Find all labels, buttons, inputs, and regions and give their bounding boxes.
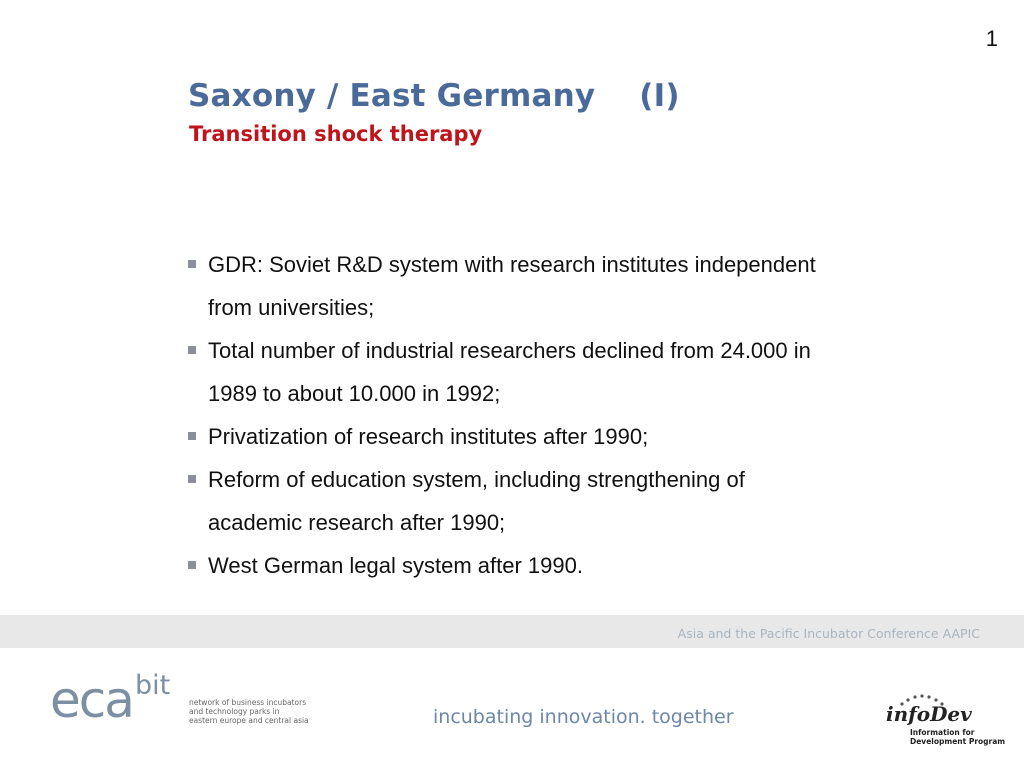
bullet-line: from universities; <box>208 295 375 320</box>
bullet-item <box>188 243 928 329</box>
bullet-item <box>188 458 928 544</box>
infodev-logo <box>884 692 1014 752</box>
footer-bar <box>0 615 1024 648</box>
slogan: incubating innovation. together <box>433 706 734 728</box>
conference-name: Asia and the Pacific Incubator Conference AAPIC <box>677 626 980 641</box>
slide-subtitle: Transition shock therapy <box>189 122 483 146</box>
bullet-line: Reform of education system, including strengthening of <box>208 467 745 492</box>
bullet-item <box>188 544 928 587</box>
ecabit-tagline-line: and technology parks in <box>189 707 280 716</box>
ecabit-logo-superscript: bit <box>135 670 171 701</box>
bullet-square-icon <box>188 475 196 483</box>
infodev-logo-name: infoDev <box>886 702 972 726</box>
bullet-square-icon <box>188 432 196 440</box>
bullet-square-icon <box>188 260 196 268</box>
ecabit-tagline-line: network of business incubators <box>189 698 307 707</box>
bullet-line: West German legal system after 1990. <box>208 553 583 578</box>
bullet-item <box>188 415 928 458</box>
page-number: 1 <box>985 26 998 51</box>
ecabit-logo <box>50 672 180 728</box>
bullet-line: 1989 to about 10.000 in 1992; <box>208 381 501 406</box>
infodev-subtitle-line: Information for <box>910 728 975 737</box>
infodev-logo-subtitle <box>910 728 1020 746</box>
bullet-line: academic research after 1990; <box>208 510 506 535</box>
bullet-item <box>188 329 928 415</box>
bullet-line: Privatization of research institutes after 1990; <box>208 424 649 449</box>
bullet-line: GDR: Soviet R&D system with research institutes independent <box>208 252 816 277</box>
bullet-square-icon <box>188 346 196 354</box>
ecabit-logo-main: eca <box>50 671 133 729</box>
infodev-subtitle-line: Development Program <box>910 737 1006 746</box>
slide-title: Saxony / East Germany (I) <box>188 78 680 114</box>
ecabit-tagline-line: eastern europe and central asia <box>189 716 309 725</box>
ecabit-tagline <box>189 698 329 725</box>
bullet-square-icon <box>188 561 196 569</box>
bullet-line: Total number of industrial researchers declined from 24.000 in <box>208 338 811 363</box>
bullet-list <box>188 243 928 587</box>
